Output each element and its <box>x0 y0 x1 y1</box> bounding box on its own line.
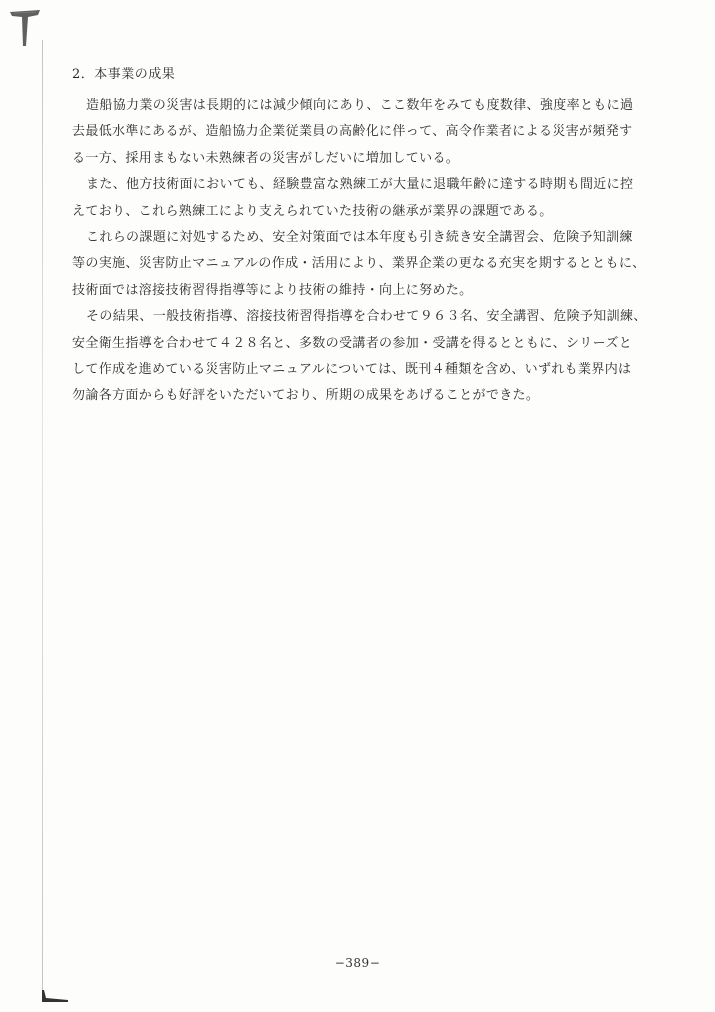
paragraph-line: して作成を進めている災害防止マニュアルについては、既刊４種類を含め、いずれも業界内は <box>72 361 632 377</box>
paragraph-line: る一方、採用まもない未熟練者の災害がしだいに増加している。 <box>72 150 460 166</box>
paragraph-4 <box>72 304 652 410</box>
paragraph-line: 造船協力業の災害は長期的には減少傾向にあり、ここ数年をみても度数律、強度率ともに過 <box>86 98 634 113</box>
paragraph-3 <box>72 225 652 304</box>
paragraph-line: 等の実施、災害防止マニュアルの作成・活用により、業界企業の更なる充実を期するとともに、 <box>72 256 646 272</box>
paragraph-line: 安全衛生指導を合わせて４２８名と、多数の受講者の参加・受講を得るとともに、シリーズと <box>72 335 633 351</box>
document-body <box>72 66 652 410</box>
paragraph-2 <box>72 172 652 225</box>
paragraph-1 <box>72 93 652 172</box>
paragraph-line: 去最低水準にあるが、造船協力企業従業員の高齢化に伴って、高令作業者による災害が頻発す <box>72 124 633 140</box>
page-number: −389− <box>334 956 381 970</box>
scan-corner-mark-icon <box>42 990 68 1002</box>
paragraph-line: えており、これら熟練工により支えられていた技術の継承が業界の課題である。 <box>72 203 553 219</box>
paragraph-line: 勿論各方面からも好評をいただいており、所期の成果をあげることができた。 <box>72 388 540 404</box>
section-heading: 2．本事業の成果 <box>72 67 176 82</box>
scan-edge-line <box>42 40 43 990</box>
paragraph-line: その結果、一般技術指導、溶接技術習得指導を合わせて９６３名、安全講習、危険予知訓練、 <box>86 309 647 325</box>
paragraph-line: また、他方技術面においても、経験豊富な熟練工が大量に退職年齢に達する時期も間近に控 <box>86 177 634 193</box>
paragraph-line: 技術面では溶接技術習得指導等により技術の維持・向上に努めた。 <box>72 282 473 298</box>
paragraph-line: これらの課題に対処するため、安全対策面では本年度も引き続き安全講習会、危険予知訓練 <box>86 229 633 245</box>
binding-mark-icon <box>8 8 42 48</box>
